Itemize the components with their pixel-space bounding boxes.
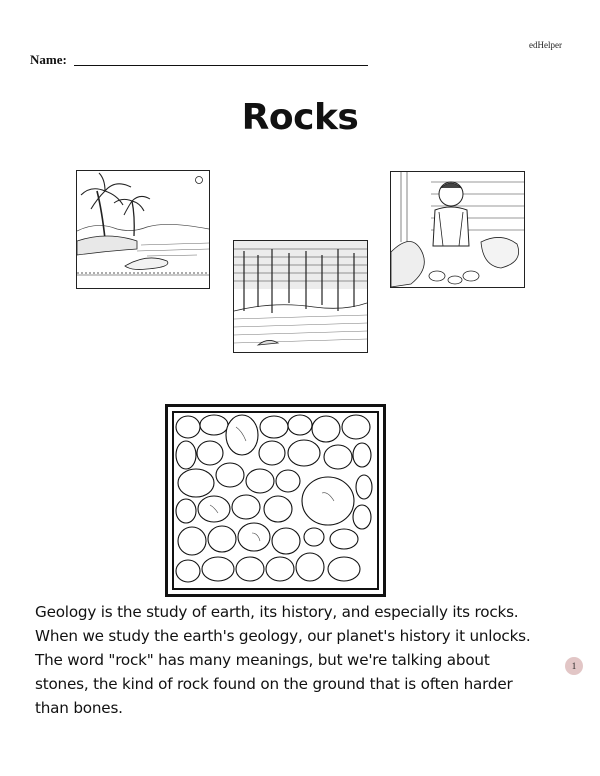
page-number-badge: 1 xyxy=(565,657,583,675)
child-with-rocks-illustration xyxy=(390,171,525,288)
body-line: The word "rock" has many meanings, but we're talking about xyxy=(35,651,490,669)
name-row xyxy=(30,52,368,68)
body-text xyxy=(35,600,575,720)
body-line: stones, the kind of rock found on the ground that is often harder xyxy=(35,675,513,693)
body-line: When we study the earth's geology, our planet's history it unlocks. xyxy=(35,627,531,645)
page-title: Rocks xyxy=(241,97,359,138)
forest-illustration xyxy=(233,240,368,353)
beach-palm-trees-illustration xyxy=(76,170,210,289)
body-line: than bones. xyxy=(35,699,123,717)
name-label: Name: xyxy=(30,52,67,67)
brand-label: edHelper xyxy=(529,40,562,50)
name-line xyxy=(74,64,368,66)
rock-wall-illustration xyxy=(165,404,386,597)
body-line: Geology is the study of earth, its history, and especially its rocks. xyxy=(35,603,519,621)
